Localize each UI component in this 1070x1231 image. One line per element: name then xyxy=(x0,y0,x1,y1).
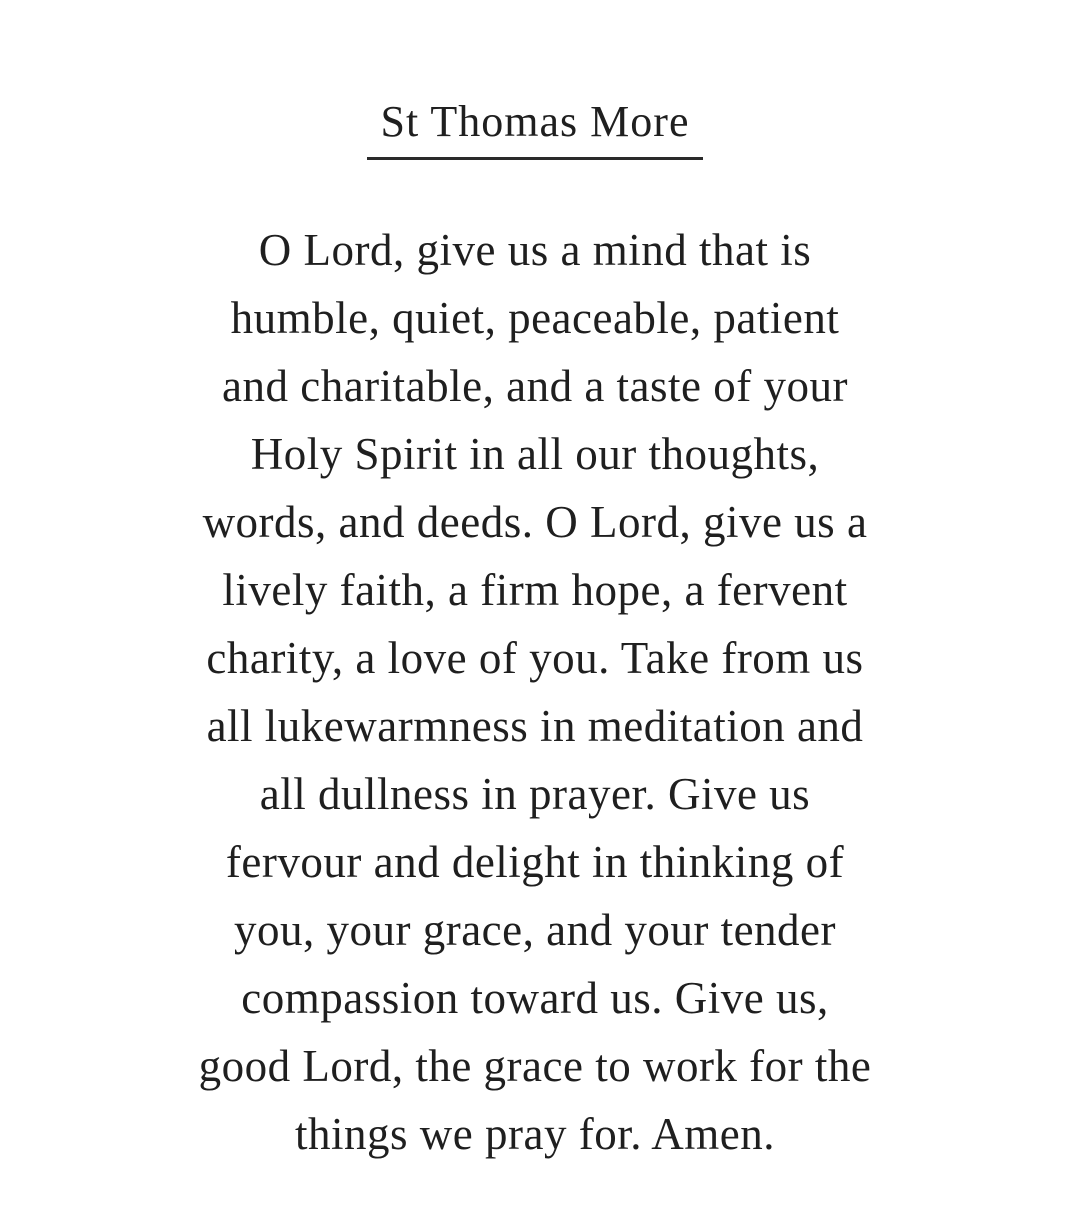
prayer-line: good Lord, the grace to work for the xyxy=(198,1041,872,1091)
prayer-line: all lukewarmness in meditation and xyxy=(206,701,864,751)
prayer-line: lively faith, a firm hope, a fervent xyxy=(222,565,848,615)
page-title: St Thomas More xyxy=(367,96,704,160)
prayer-line: you, your grace, and your tender xyxy=(233,905,837,955)
prayer-line: fervour and delight in thinking of xyxy=(225,837,845,887)
prayer-text xyxy=(95,216,975,1168)
prayer-line: O Lord, give us a mind that is xyxy=(258,225,812,275)
prayer-line: and charitable, and a taste of your xyxy=(222,361,848,411)
prayer-line: Holy Spirit in all our thoughts, xyxy=(250,429,820,479)
prayer-line: things we pray for. Amen. xyxy=(295,1109,775,1159)
prayer-line: words, and deeds. O Lord, give us a xyxy=(202,497,868,547)
prayer-line: all dullness in prayer. Give us xyxy=(259,769,811,819)
prayer-line: charity, a love of you. Take from us xyxy=(206,633,864,683)
prayer-line: compassion toward us. Give us, xyxy=(241,973,829,1023)
prayer-line: humble, quiet, peaceable, patient xyxy=(230,293,840,343)
